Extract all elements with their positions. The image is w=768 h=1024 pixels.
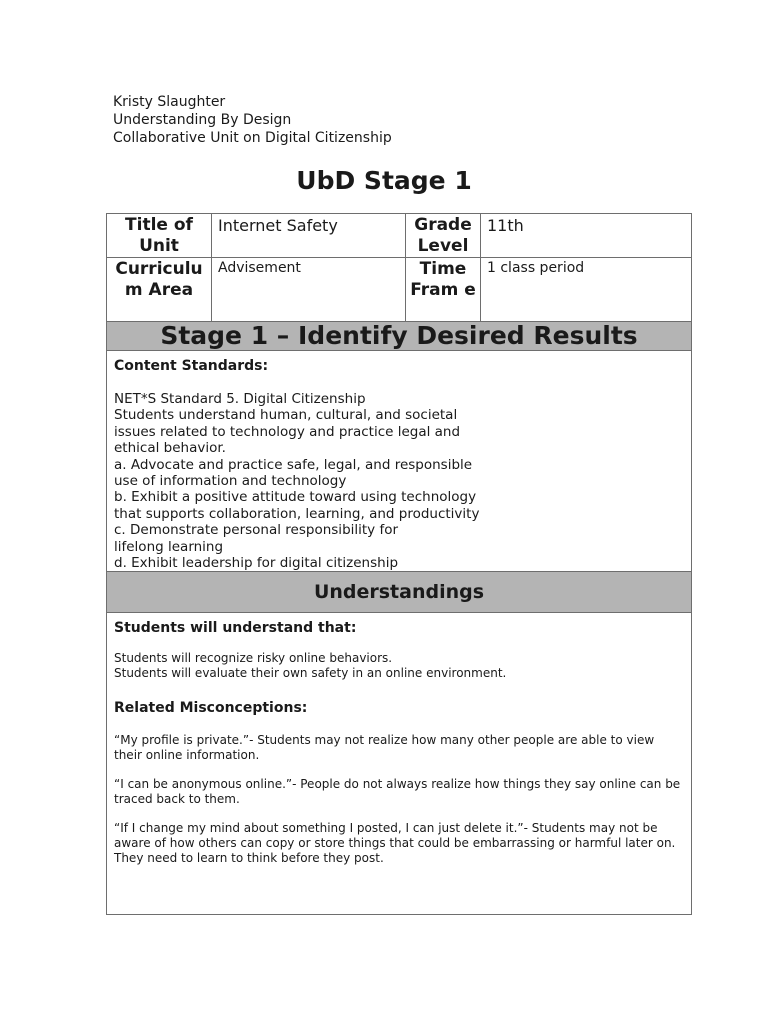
standard-line: Students understand human, cultural, and societal	[114, 407, 458, 424]
standard-line: issues related to technology and practice legal and	[114, 423, 461, 440]
standard-line: use of information and technology	[114, 473, 347, 490]
content-standards-heading: Content Standards:	[114, 358, 269, 374]
misconception-item: “I can be anonymous online.”- People do not always realize how things they say online can be traced back to them.	[114, 777, 681, 807]
curriculum-area-value: Advisement	[212, 258, 406, 322]
unit-title-row	[107, 214, 692, 258]
standard-line: that supports collaboration, learning, and productivity	[114, 505, 480, 522]
standard-line: b. Exhibit a positive attitude toward using technology	[114, 489, 477, 506]
document-header	[113, 93, 392, 147]
standard-line: d. Exhibit leadership for digital citizenship	[114, 555, 399, 572]
understandings-section	[107, 613, 692, 915]
understandings-banner: Understandings	[107, 572, 692, 613]
ubd-stage1-table	[106, 213, 692, 915]
standard-line: ethical behavior.	[114, 440, 226, 457]
misconception-item: “If I change my mind about something I posted, I can just delete it.”- Students may not be aware of how others can copy or store things that could be embarrassing or harmful later on. They need to learn to think before they post.	[114, 821, 676, 866]
grade-level-value: 11th	[481, 214, 692, 258]
misconceptions-heading: Related Misconceptions:	[114, 700, 308, 717]
understanding-item: Students will evaluate their own safety in an online environment.	[114, 666, 507, 681]
understandings-heading: Students will understand that:	[114, 620, 357, 637]
curriculum-area-label: Curriculu m Area	[107, 258, 212, 322]
title-of-unit-value: Internet Safety	[212, 214, 406, 258]
content-standards-text	[114, 391, 684, 571]
unit-description: Collaborative Unit on Digital Citizenship	[113, 130, 392, 146]
understanding-item: Students will recognize risky online behaviors.	[114, 651, 393, 666]
standard-line: c. Demonstrate personal responsibility for	[114, 522, 399, 539]
framework-name: Understanding By Design	[113, 112, 292, 128]
grade-level-label: Grade Level	[406, 214, 481, 258]
time-frame-value: 1 class period	[481, 258, 692, 322]
title-of-unit-label: Title of Unit	[107, 214, 212, 258]
standard-line: a. Advocate and practice safe, legal, and responsible	[114, 456, 473, 473]
content-standards-section	[107, 351, 692, 572]
misconception-item: “My profile is private.”- Students may not realize how many other people are able to view their online information.	[114, 733, 655, 763]
stage-banner: Stage 1 – Identify Desired Results	[107, 322, 692, 351]
standard-line: lifelong learning	[114, 538, 224, 555]
author-name: Kristy Slaughter	[113, 94, 226, 110]
standard-line: NET*S Standard 5. Digital Citizenship	[114, 391, 366, 407]
time-frame-label: Time Fram e	[406, 258, 481, 322]
document-title: UbD Stage 1	[296, 166, 472, 195]
curriculum-row	[107, 258, 692, 322]
